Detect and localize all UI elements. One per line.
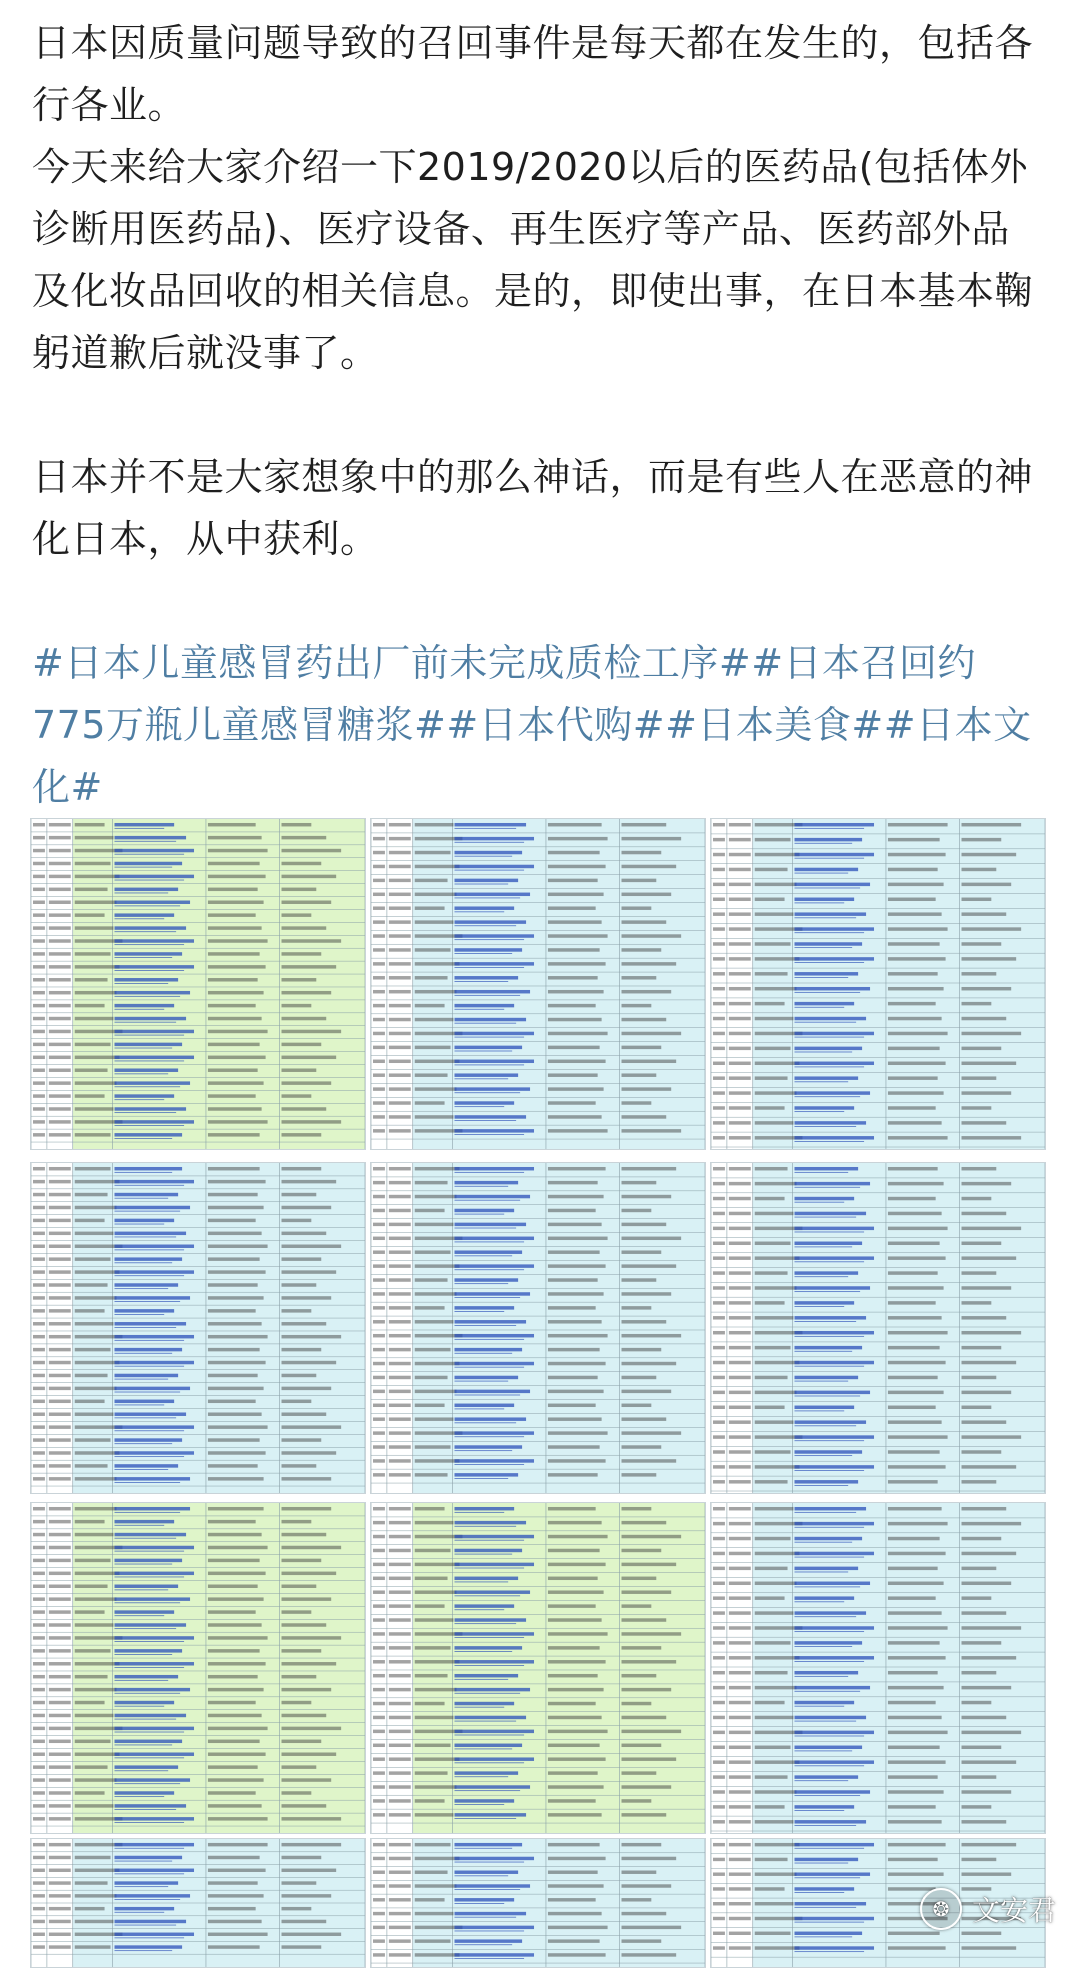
recall-table-image[interactable] xyxy=(370,1502,706,1834)
recall-table-image[interactable] xyxy=(30,1162,366,1494)
post-paragraph-1: 日本因质量问题导致的召回事件是每天都在发生的，包括各行各业。 今天来给大家介绍一下2019/2020以后的医药品(包括体外诊断用医药品)、医疗设备、再生医疗等产品、医药部外品及化妆品回收的相关信息。是的，即使出事，在日本基本鞠躬道歉后就没事了。 xyxy=(32,21,1034,375)
hashtag-cold-medicine-qc[interactable]: #日本儿童感冒药出厂前未完成质检工序# xyxy=(32,641,752,685)
hashtag-daigou[interactable]: #日本代购# xyxy=(446,703,666,747)
wechat-channel-icon: ❂ xyxy=(920,1888,962,1930)
recall-table-image[interactable] xyxy=(710,1502,1046,1834)
recall-table-image[interactable] xyxy=(370,1162,706,1494)
hashtag-japanese-culture[interactable]: #日本文化# xyxy=(32,703,1032,809)
post-paragraph-2: 日本并不是大家想象中的那么神话，而是有些人在恶意的神化日本，从中获利。 xyxy=(32,455,1034,561)
recall-table-image[interactable] xyxy=(30,1502,366,1834)
recall-table-image[interactable] xyxy=(30,818,366,1150)
hashtag-syrup-recall[interactable]: #日本召回约775万瓶儿童感冒糖浆# xyxy=(32,641,977,747)
hashtag-japanese-food[interactable]: #日本美食# xyxy=(665,703,884,747)
watermark xyxy=(920,1888,1056,1930)
recall-table-image[interactable] xyxy=(370,1838,706,1968)
image-grid xyxy=(30,818,1046,1968)
watermark-text: 文安君 xyxy=(971,1894,1056,1927)
recall-table-image[interactable] xyxy=(710,818,1046,1150)
recall-table-image[interactable] xyxy=(370,818,706,1150)
recall-table-image[interactable] xyxy=(30,1838,366,1968)
recall-table-image[interactable] xyxy=(710,1162,1046,1494)
hashtag-list xyxy=(32,632,1042,818)
